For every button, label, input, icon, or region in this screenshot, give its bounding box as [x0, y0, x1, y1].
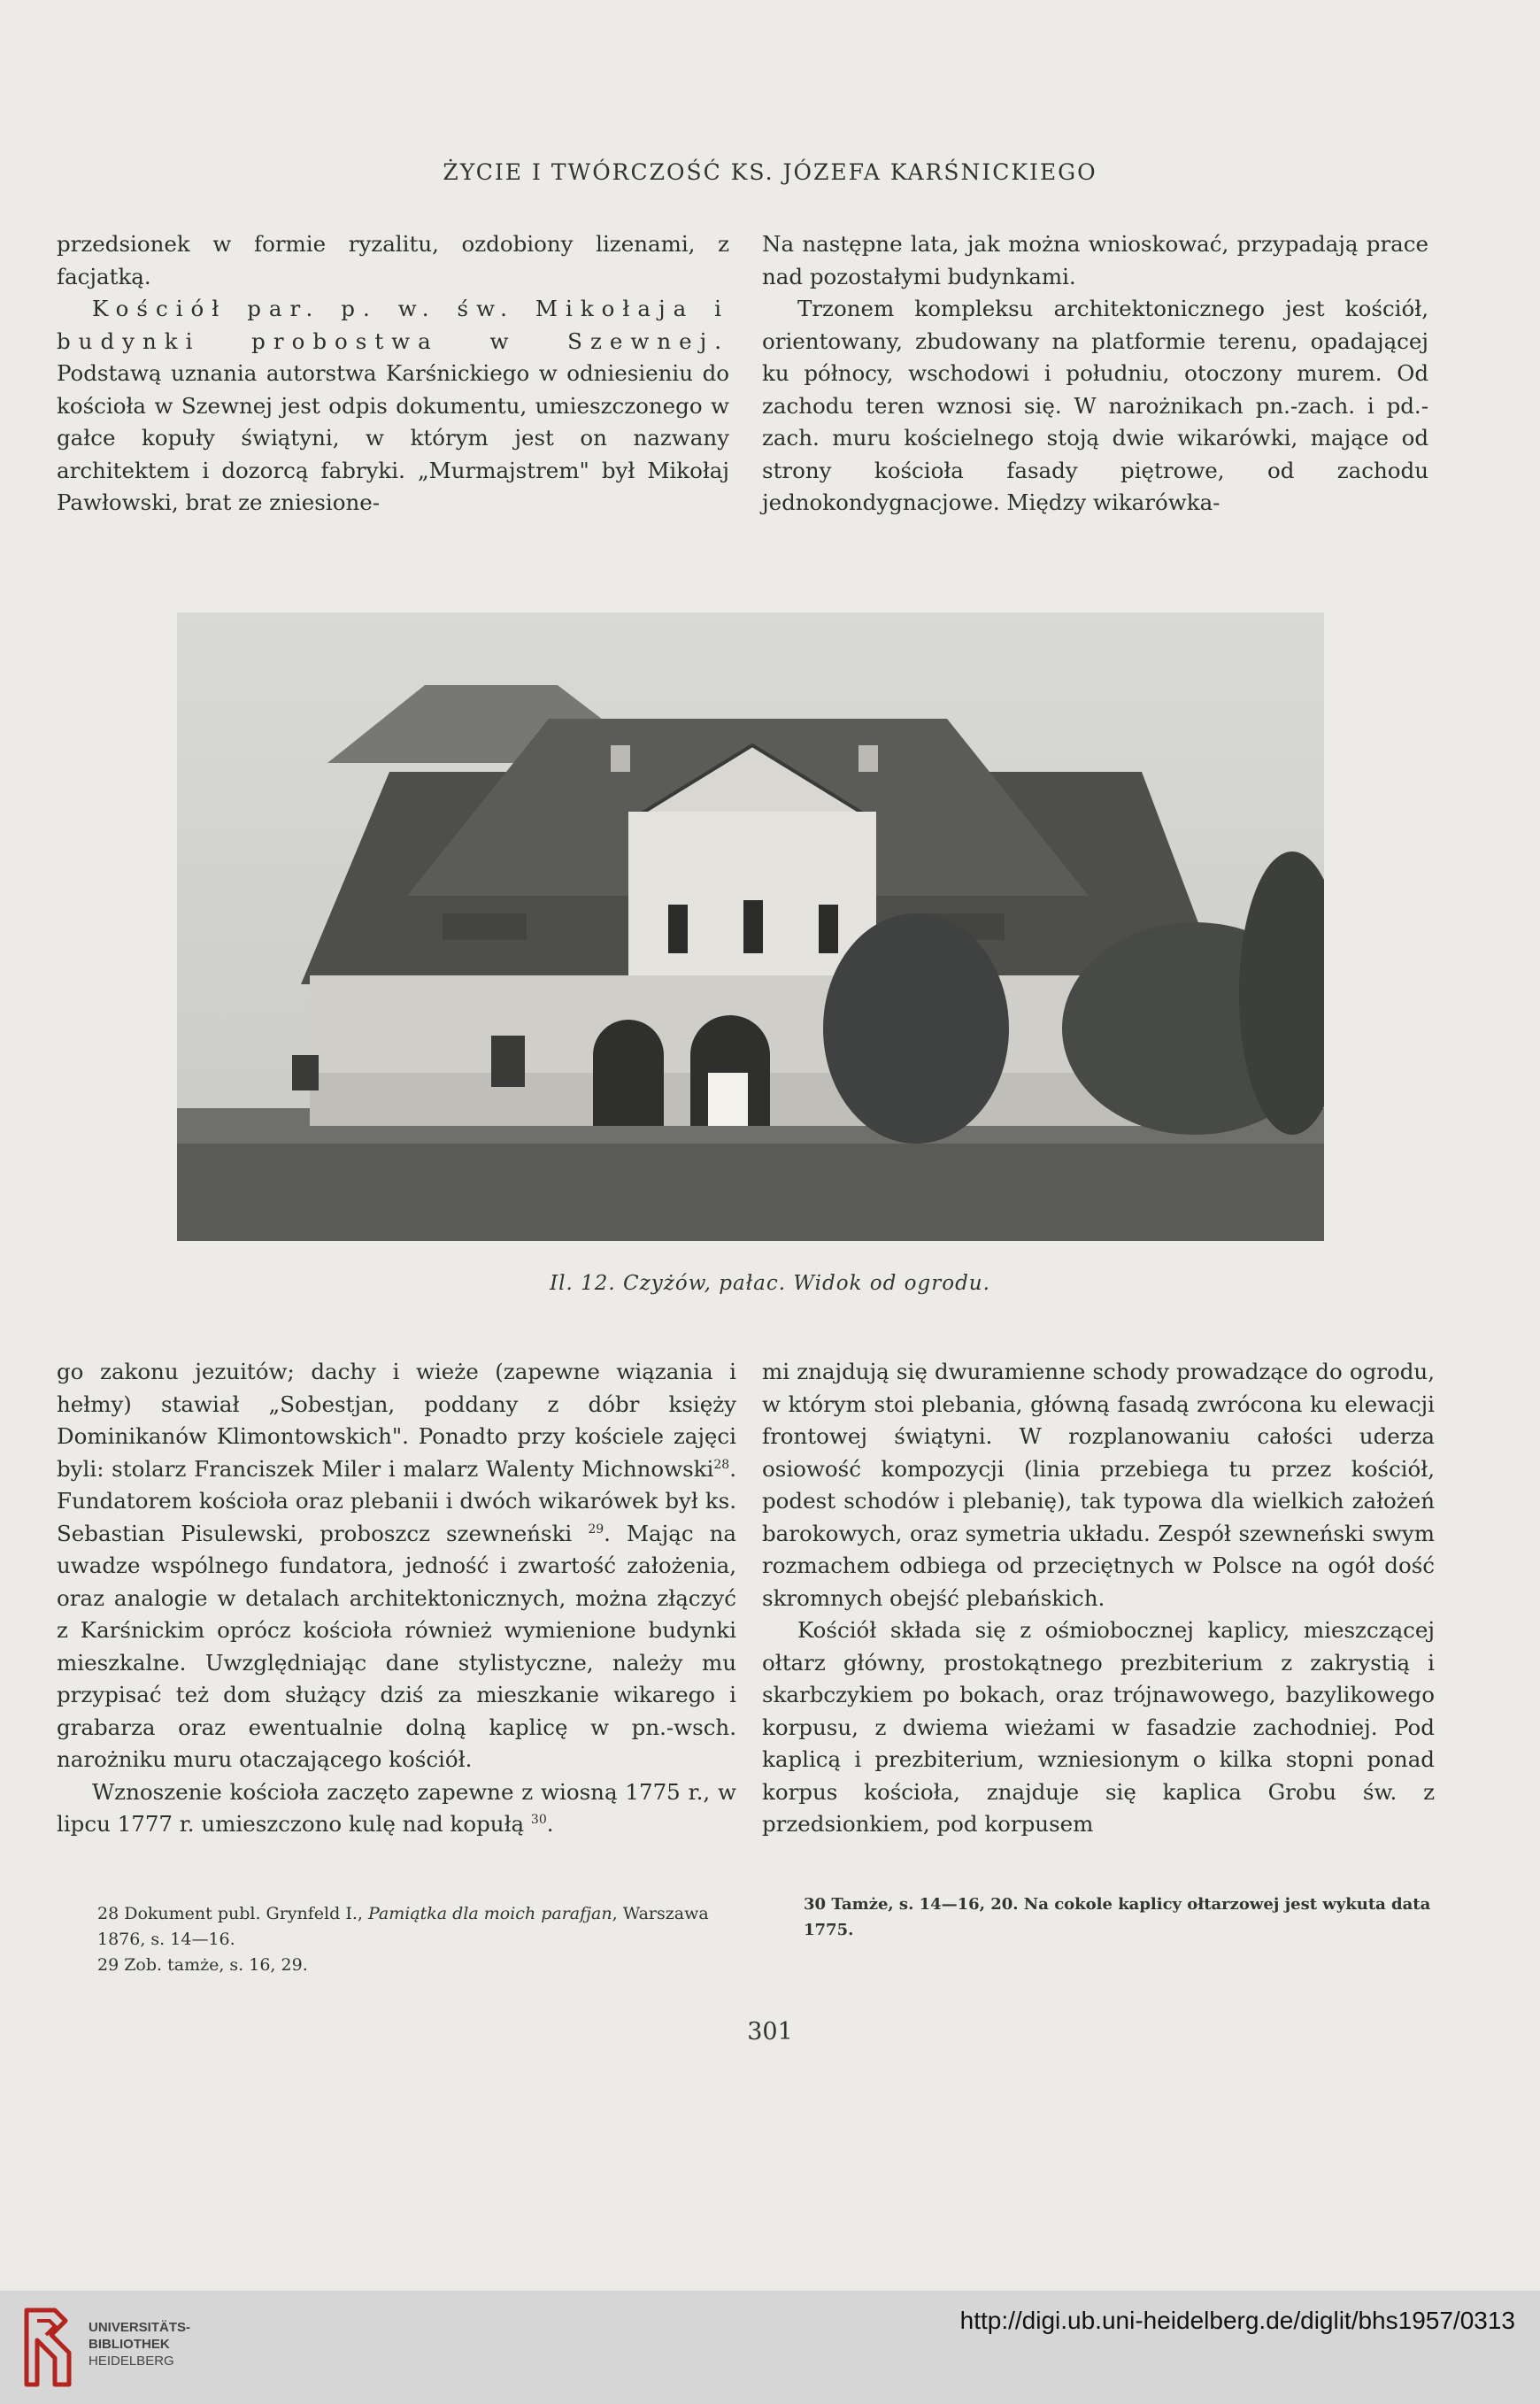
page-number: 301: [747, 2018, 793, 2046]
paragraph: Trzonem kompleksu architektonicznego jest kościół, orientowany, zbudowany na platformie terenu, opadającej ku północy, wschodowi i południu, otoczony murem. Od zachodu teren wznosi się. W narożnikach pn.-zach. i pd.-zach. muru kościelnego stoją dwie wikarówki, mające od strony kościoła fasady piętrowe, od zachodu jednokondygnacjowe. Między wikarówka-: [762, 296, 1428, 515]
library-name-line: UNIVERSITÄTS-: [89, 2320, 191, 2335]
paragraph-text: Wznoszenie kościoła zaczęto zapewne z wiosną 1775 r., w lipcu 1777 r. umieszczono kulę nad kopułą: [57, 1778, 736, 1837]
footnote-number: 28: [97, 1904, 119, 1923]
footnotes-right: [804, 1892, 1441, 1943]
library-name-line: BIBLIOTHEK: [89, 2337, 170, 2352]
footnotes-left: [97, 1901, 735, 1978]
section-heading-inline: Kościół par. p. w. św. Mikołaja i budynki probostwa w Szewnej.: [57, 296, 729, 354]
footnote-number: 29: [97, 1955, 119, 1975]
footnote-30: [804, 1892, 1441, 1943]
paragraph: przedsionek w formie ryzalitu, ozdobiony lizenami, z facjatką.: [57, 231, 729, 289]
footnote-number: 30: [804, 1895, 827, 1914]
figure-caption: Il. 12. Czyżów, pałac. Widok od ogrodu.: [550, 1272, 990, 1295]
library-name-line: HEIDELBERG: [89, 2354, 174, 2369]
permalink-url[interactable]: http://digi.ub.uni-heidelberg.de/diglit/bhs1957/0313: [959, 2307, 1515, 2334]
footnote-ref[interactable]: 29: [588, 1522, 604, 1537]
university-library-logo-icon[interactable]: [19, 2303, 76, 2392]
footnote-text: Dokument publ. Grynfeld I.,: [124, 1904, 368, 1923]
paragraph: [57, 293, 729, 520]
paragraph-text: go zakonu jezuitów; dachy i wieże (zapewne wiązania i hełmy) stawiał „Sobestjan, poddany z dóbr księży Dominikanów Klimontowskich". Ponadto przy kościele zajęci byli: stolarz Franciszek Miler i malarz Walenty Michnowski: [57, 1359, 736, 1482]
paragraph-text: . Fundatorem kościoła oraz plebanii i dwóch wikarówek był ks. Sebastian Pisulewski, proboszcz szewneński: [57, 1455, 736, 1546]
text-column-left-bottom: [57, 1356, 736, 1841]
text-column-left-top: [57, 228, 729, 520]
footnote-text: , Warszawa 1876, s. 14—16.: [97, 1904, 709, 1949]
paragraph: Na następne lata, jak można wnioskować, przypadają prace nad pozostałymi budynkami.: [762, 231, 1428, 289]
paragraph: Wznoszenie kościoła zaczęto zapewne z wiosną 1775 r., w lipcu 1777 r. umieszczono kulę nad kopułą $^{30}$.: [57, 1778, 736, 1837]
text-column-right-top: [762, 228, 1428, 520]
paragraph: Kościół składa się z ośmiobocznej kaplicy, mieszczącej ołtarz główny, prostokątnego prezbiterium z zakrystią i skarbczykiem po bokach, oraz trójnawowego, bazylikowego korpusu, z dwiema wieżami w fasadzie zachodniej. Pod kaplicą i prezbiterium, wzniesionym o kilka stopni ponad korpus kościoła, znajduje się kaplica Grobu św. z przedsionkiem, pod korpusem: [762, 1617, 1435, 1837]
palace-photograph: [177, 613, 1324, 1241]
library-name: [89, 2319, 190, 2369]
footnote-28: [97, 1901, 735, 1953]
running-head: ŻYCIE I TWÓRCZOŚĆ KS. JÓZEFA KARŚNICKIEGO: [443, 159, 1097, 185]
text-column-right-bottom: [762, 1356, 1435, 1841]
paragraph-text: . Mając na uwadze wspólnego fundatora, jedność i zwartość założenia, oraz analogie w detalach architektonicznych, można złączyć z Karśnickim oprócz kościoła również wymienione budynki mieszkalne. Uwzględniając dane stylistyczne, należy mu przypisać też dom służący dziś za mieszkanie wikarego i grabarza oraz ewentualnie dolną kaplicę w pn.-wsch. narożniku muru otaczającego kościół.: [57, 1520, 736, 1772]
footnote-text: Zob. tamże, s. 16, 29.: [124, 1955, 308, 1975]
footnote-ref[interactable]: 28: [713, 1457, 730, 1472]
footnote-ref[interactable]: 30: [530, 1812, 547, 1827]
footnote-title: Pamiątka dla moich parafjan: [367, 1904, 612, 1923]
paragraph: [57, 1356, 736, 1776]
footnote-29: [97, 1953, 735, 1978]
paragraph-text: Podstawą uznania autorstwa Karśnickiego w odniesieniu do kościoła w Szewnej jest odpis dokumentu, umieszczonego w gałce kopuły świątyni, w którym jest on nazwany architektem i dozorcą fabryki. „Murmajstrem" był Mikołaj Pawłowski, brat ze zniesione-: [57, 360, 729, 515]
footnote-text: Tamże, s. 14—16, 20. Na cokole kaplicy ołtarzowej jest wykuta data 1775.: [804, 1895, 1431, 1939]
paragraph: mi znajdują się dwuramienne schody prowadzące do ogrodu, w którym stoi plebania, główną fasadą zwrócona ku elewacji frontowej świątyni. W rozplanowaniu całości uderza osiowość kompozycji (linia przebiega tu przez kościół, podest schodów i plebanię), tak typowa dla wielkich założeń barokowych, oraz symetria układu. Zespół szewneński swym rozmachem odbiega od przeciętnych w Polsce na ogół dość skromnych obejść plebańskich.: [762, 1359, 1435, 1611]
